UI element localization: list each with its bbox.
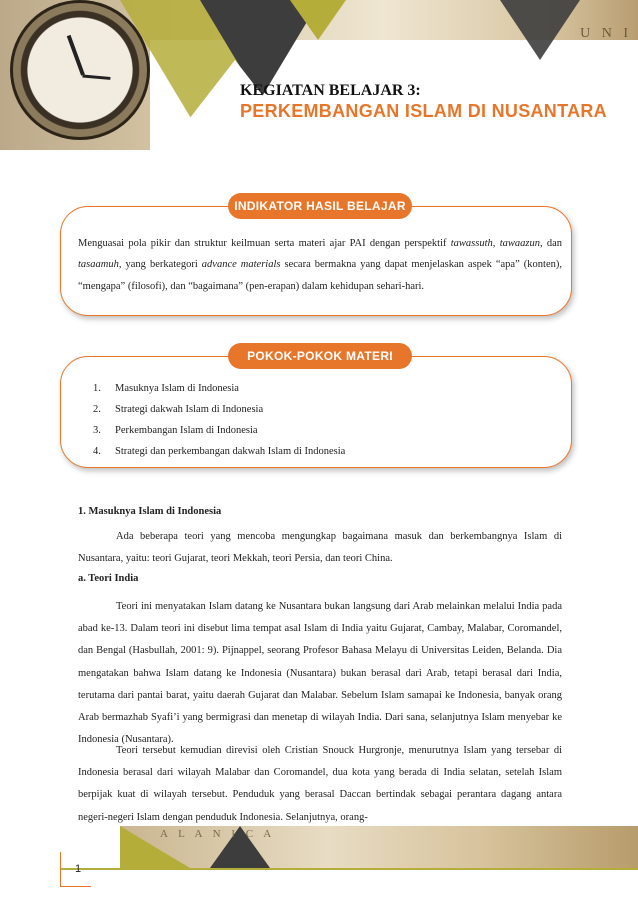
paragraph: Teori ini menyatakan Islam datang ke Nusantara bukan langsung dari Arab melainkan melalui India pada abad ke-13. Dalam teori ini disebut lima tempat asal Islam di India yaitu Gujarat, Cambay, Malabar, Coromandel, dan Bengal (Hasbullah, 2001: 9). Pijnappel, seorang Profesor Bahasa Melayu di Universitas Leiden, Belanda. Dia mengatakan bahwa Islam datang ke Indonesia (Nusantara) bukan berasal dari Arab, tetapi berasal dari India, terutama dari pantai barat, yaitu daerah Gujarat dan Malabar. Sebelum Islam samapai ke Indonesia, banyak orang Arab bermazhab Syafi’i yang bermigrasi dan menetap di wilayah India. Dari sana, selanjutnya Islam menyebar ke Indonesia (Nusantara). bbox=[78, 601, 562, 746]
pokok-materi-label: POKOK-POKOK MATERI bbox=[228, 343, 412, 369]
dark-small-triangle bbox=[500, 0, 580, 60]
list-item: 2. Strategi dakwah Islam di Indonesia bbox=[93, 404, 264, 415]
section-heading: 1. Masuknya Islam di Indonesia bbox=[78, 506, 222, 517]
paragraph: Ada beberapa teori yang mencoba mengungkap bagaimana masuk dan berkembangnya Islam di Nusantara, yaitu: teori Gujarat, teori Mekkah, teori Persia, dan teori China. bbox=[78, 531, 562, 565]
chapter-title: KEGIATAN BELAJAR 3: bbox=[240, 82, 421, 99]
chapter-subtitle: PERKEMBANGAN ISLAM DI NUSANTARA bbox=[240, 101, 607, 121]
page-number: 1 bbox=[75, 863, 82, 875]
map-lettering: U N I bbox=[580, 26, 632, 41]
list-item: 1. Masuknya Islam di Indonesia bbox=[93, 383, 239, 394]
clock-minute-hand bbox=[82, 75, 110, 80]
subsection-heading: a. Teori India bbox=[78, 573, 139, 584]
indikator-label: INDIKATOR HASIL BELAJAR bbox=[228, 193, 412, 219]
footer-map-lettering: A L A N I C A bbox=[160, 828, 276, 840]
footer-line bbox=[60, 868, 638, 870]
indikator-text: Menguasai pola pikir dan struktur keilmuan serta materi ajar PAI dengan perspektif tawassuth, tawaazun, dan tasaamuh, yang berkategori advance materials secara bermakna yang dapat menjelaskan aspek “apa” (konten), “mengapa” (filosofi), dan “bagaimana” (pen-erapan) dalam kehidupan sehari-hari. bbox=[78, 238, 563, 292]
header-banner bbox=[0, 0, 638, 150]
footer-banner bbox=[120, 826, 638, 868]
clock-hour-hand bbox=[67, 35, 85, 76]
pokok-materi-list bbox=[93, 378, 345, 462]
list-item: 4. Strategi dan perkembangan dakwah Islam di Indonesia bbox=[93, 446, 346, 457]
olive-small-triangle bbox=[290, 0, 346, 40]
list-item: 3. Perkembangan Islam di Indonesia bbox=[93, 425, 258, 436]
paragraph: Teori tersebut kemudian direvisi oleh Cristian Snouck Hurgronje, menurutnya Islam yang tersebar di Indonesia berasal dari wilayah Malabar dan Coromandel, dua kota yang berada di India selatan, setelah Islam berpijak kuat di wilayah tersebut. Penduduk yang berasal Daccan bertindak sebagai perantara dagang antara negeri-negeri Islam dengan penduduk Indonesia. Selanjutnya, orang- bbox=[78, 745, 562, 823]
